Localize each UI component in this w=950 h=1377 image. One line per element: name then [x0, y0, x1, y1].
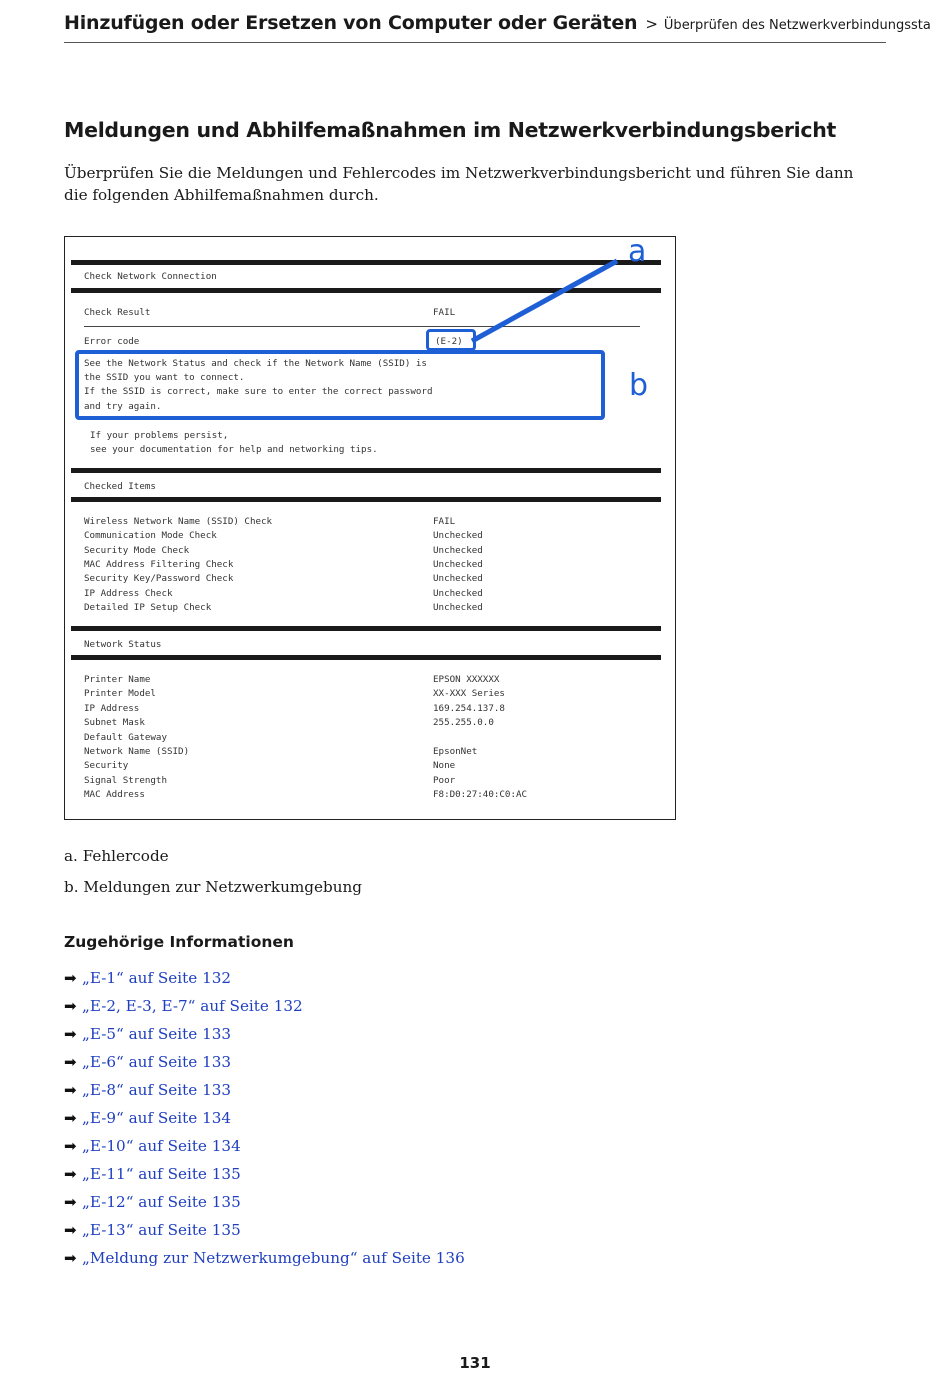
- running-header: [64, 12, 931, 43]
- right-arrow-icon: ➡: [64, 1109, 77, 1127]
- error-code-value: (E-2): [435, 336, 463, 347]
- right-arrow-icon: ➡: [64, 969, 77, 987]
- right-arrow-icon: ➡: [64, 1081, 77, 1099]
- related-link[interactable]: „E-11“ auf Seite 135: [82, 1165, 241, 1183]
- checked-item-value: Unchecked: [433, 530, 483, 542]
- persist-line: see your documentation for help and networking tips.: [90, 444, 378, 455]
- intro-paragraph: Überprüfen Sie die Meldungen und Fehlercodes im Netzwerkverbindungsbericht und führen Sie dann die folgenden Abhilfemaßnahmen durch.: [64, 164, 854, 204]
- status-item-label: Subnet Mask: [84, 717, 145, 729]
- related-links-list: [64, 964, 465, 1272]
- related-link[interactable]: „E-6“ auf Seite 133: [82, 1053, 232, 1071]
- right-arrow-icon: ➡: [64, 1025, 77, 1043]
- related-info-heading: Zugehörige Informationen: [64, 933, 294, 951]
- related-link-item: [64, 1188, 465, 1216]
- right-arrow-icon: ➡: [64, 997, 77, 1015]
- related-link-item: [64, 1048, 465, 1076]
- related-link-item: [64, 992, 465, 1020]
- checked-item-value: FAIL: [433, 516, 456, 527]
- page-title: Meldungen und Abhilfemaßnahmen im Netzwerkverbindungsbericht: [64, 118, 837, 142]
- message-line: If the SSID is correct, make sure to enter the correct password: [84, 386, 433, 397]
- related-link[interactable]: „E-5“ auf Seite 133: [82, 1025, 232, 1043]
- check-result-label: Check Result: [84, 307, 151, 318]
- related-link[interactable]: „Meldung zur Netzwerkumgebung“ auf Seite 136: [82, 1249, 465, 1267]
- checked-item-label: Wireless Network Name (SSID) Check: [84, 516, 273, 527]
- report-heading: Check Network Connection: [84, 271, 217, 282]
- right-arrow-icon: ➡: [64, 1193, 77, 1211]
- related-link-item: [64, 1244, 465, 1272]
- caption-a: a. Fehlercode: [64, 847, 169, 865]
- checked-item-label: Communication Mode Check: [84, 530, 217, 542]
- callout-a-label: a: [628, 234, 647, 269]
- related-link[interactable]: „E-12“ auf Seite 135: [82, 1193, 241, 1211]
- callout-b-label: b: [629, 368, 649, 403]
- status-item-value: XX-XXX Series: [433, 688, 505, 700]
- status-item-label: Security: [84, 760, 129, 772]
- right-arrow-icon: ➡: [64, 1137, 77, 1155]
- persist-line: If your problems persist,: [90, 430, 229, 441]
- status-item-label: MAC Address: [84, 789, 145, 801]
- status-item-value: 169.254.137.8: [433, 702, 505, 714]
- related-link-item: [64, 1020, 465, 1048]
- related-link[interactable]: „E-1“ auf Seite 132: [82, 969, 232, 987]
- checked-item-label: Security Mode Check: [84, 544, 190, 556]
- status-item-label: Printer Model: [84, 688, 156, 700]
- message-line: See the Network Status and check if the Network Name (SSID) is: [84, 358, 427, 369]
- related-link-item: [64, 1216, 465, 1244]
- checked-item-label: Detailed IP Setup Check: [84, 601, 212, 613]
- checked-item-label: IP Address Check: [84, 587, 173, 599]
- status-item-value: EPSON XXXXXX: [433, 674, 500, 685]
- related-link[interactable]: „E-2, E-3, E-7“ auf Seite 132: [82, 997, 303, 1015]
- checked-item-value: Unchecked: [433, 601, 483, 613]
- related-link-item: [64, 1132, 465, 1160]
- checked-item-label: Security Key/Password Check: [84, 573, 234, 585]
- network-report-figure: [64, 236, 676, 820]
- checked-item-label: MAC Address Filtering Check: [84, 558, 234, 570]
- error-code-label: Error code: [84, 336, 140, 347]
- related-link[interactable]: „E-8“ auf Seite 133: [82, 1081, 232, 1099]
- status-item-value: 255.255.0.0: [433, 717, 494, 729]
- status-item-label: Printer Name: [84, 674, 151, 685]
- status-item-value: None: [433, 760, 456, 772]
- network-status-heading: Network Status: [84, 639, 162, 650]
- related-link[interactable]: „E-13“ auf Seite 135: [82, 1221, 241, 1239]
- status-item-value: Poor: [433, 774, 456, 786]
- section-title: Überprüfen des Netzwerkverbindungssta: [663, 18, 931, 33]
- checked-item-value: Unchecked: [433, 587, 483, 599]
- related-link-item: [64, 1076, 465, 1104]
- page-number: 131: [459, 1354, 491, 1372]
- message-line: the SSID you want to connect.: [84, 372, 245, 383]
- status-item-value: F8:D0:27:40:C0:AC: [433, 789, 528, 801]
- checked-item-value: Unchecked: [433, 573, 483, 585]
- right-arrow-icon: ➡: [64, 1249, 77, 1267]
- related-link[interactable]: „E-10“ auf Seite 134: [82, 1137, 241, 1155]
- related-link[interactable]: „E-9“ auf Seite 134: [82, 1109, 232, 1127]
- status-item-value: EpsonNet: [433, 746, 478, 757]
- status-item-label: Default Gateway: [84, 731, 167, 743]
- right-arrow-icon: ➡: [64, 1053, 77, 1071]
- related-link-item: [64, 1160, 465, 1188]
- related-link-item: [64, 964, 465, 992]
- checked-item-value: Unchecked: [433, 558, 483, 570]
- caption-b: b. Meldungen zur Netzwerkumgebung: [64, 878, 362, 896]
- checked-item-value: Unchecked: [433, 544, 483, 556]
- status-item-label: Network Name (SSID): [84, 746, 190, 757]
- callout-connector: [65, 234, 677, 821]
- status-item-label: Signal Strength: [84, 774, 167, 786]
- message-line: and try again.: [84, 401, 162, 412]
- right-arrow-icon: ➡: [64, 1165, 77, 1183]
- right-arrow-icon: ➡: [64, 1221, 77, 1239]
- check-result-value: FAIL: [433, 307, 456, 318]
- related-link-item: [64, 1104, 465, 1132]
- chapter-title: Hinzufügen oder Ersetzen von Computer oder Geräten: [64, 12, 638, 34]
- checked-items-heading: Checked Items: [84, 481, 156, 492]
- status-item-label: IP Address: [84, 702, 140, 714]
- breadcrumb-separator: >: [645, 15, 658, 33]
